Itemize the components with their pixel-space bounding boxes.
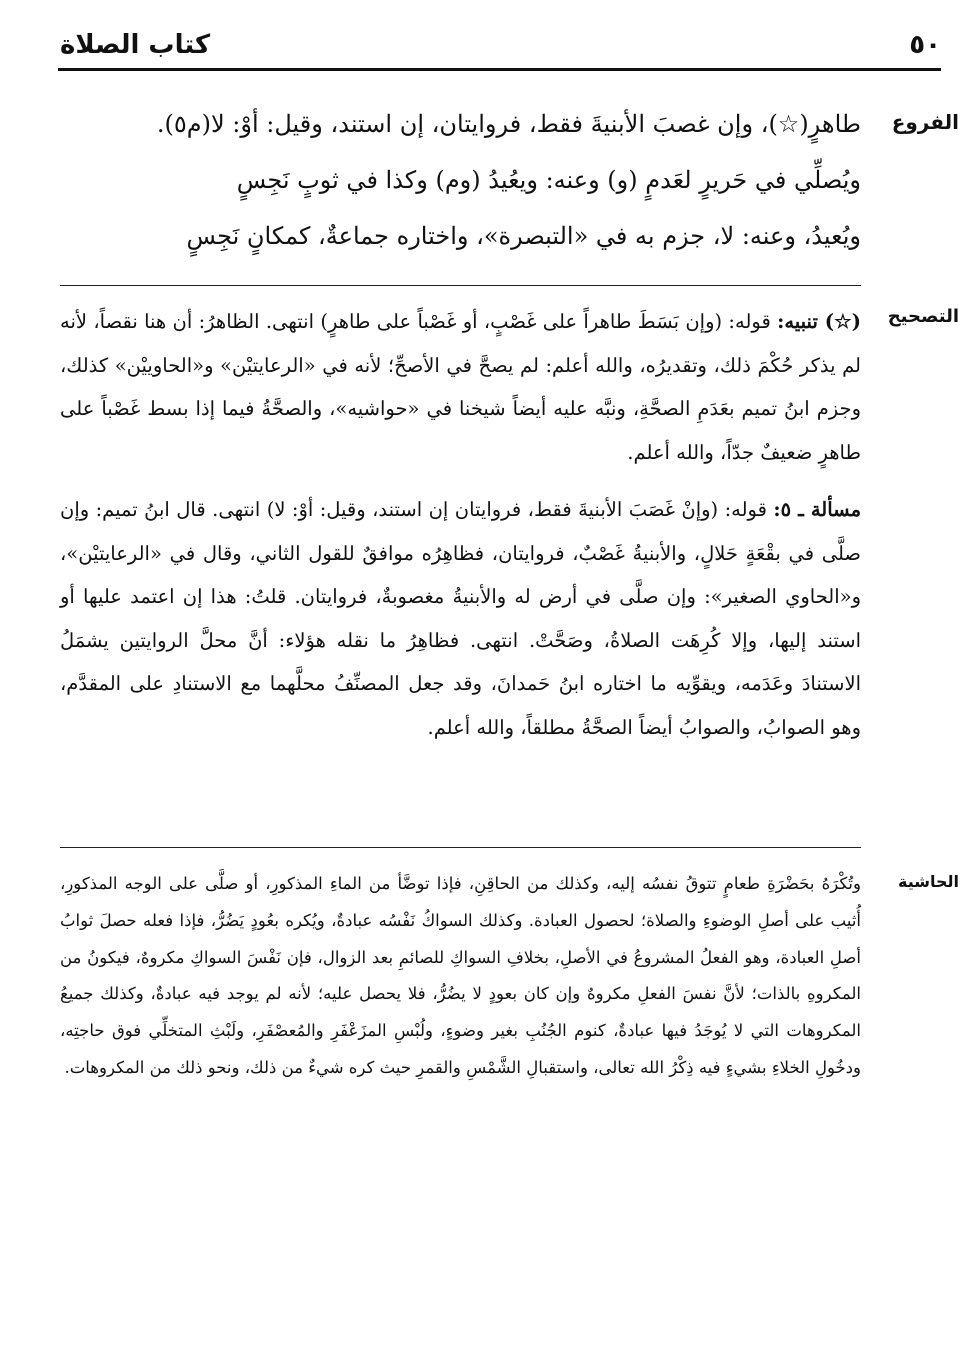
section-label-tashih: التصحيح: [887, 306, 959, 327]
tashih-issue-paragraph: [60, 488, 861, 749]
section-divider: [60, 847, 861, 848]
section-label-hashiya: الحاشية: [898, 872, 959, 891]
note-body: قوله: (وإن بَسَطَ طاهراً على غَصْبٍ، أو غَصْباً على طاهرٍ) انتهى. الظاهرُ: أن هنا نقصاً، لأنه لم يذكر حُكْمَ ذلك، وتقديرُه، والله أعلم: لم يصحَّ في الأصحِّ؛ لأنه في «الرعايتيْن» و«الحاوييْن» كذلك، وجزم ابنُ تميم بعَدَمِ الصحَّةِ، ونبَّه عليه أيضاً شيخنا في «حواشيه»، والصحَّةُ فيما إذا بسط غَصْباً على طاهرٍ ضعيفٌ جدّاً، والله أعلم.: [60, 310, 861, 464]
section-label-furu: الفروع: [891, 110, 959, 134]
hashiya-paragraph: وتُكْرَهُ بحَضْرَةِ طعامٍ تتوقُ نفسُه إليه، وكذلك من الحاقِنِ، فإذا توضَّأ من الماءِ المذكورِ، أو صلَّى على الوجه المذكورِ، أُثيب على أصلِ الوضوءِ والصلاة؛ لحصول العبادة. وكذلك السواكُ نَفْسُه عبادةٌ، ويُكره بعُودٍ يَضُرُّ، فإذا فعله حصلَ ثوابُ أصلِ العبادة، وهو الفعلُ المشروعُ في الأصلِ، بخلافِ السواكِ للصائمِ بعد الزوال، فإن نَفْسَ السواكِ مكروهٌ، فيكونُ من المكروهِ بالذات؛ لأنَّ نفسَ الفعلِ مكروهٌ وإن كان بعودٍ لا يضُرُّ، فلا يحصل عليه؛ لأنه لم يوجد فيه عبادةٌ، وكذلك جميعُ المكروهات التي لا يُوجَدُ فيها عبادةٌ، كنوم الجُنُبِ بغير وضوءٍ، ولُبْسِ المزَعْفَرِ والمُعصْفَرِ، ولَبْثِ المتخلِّي فوق حاجتِه، ودخُولِ الخلاءِ بشيءٍ فيه ذِكْرُ الله تعالى، واستقبالِ الشَّمْسِ والقمرِ حيث كره شيءٌ من ذلك، ونحو ذلك من المكروهات.: [60, 874, 861, 1077]
furu-text: [60, 96, 861, 264]
header-rule: [58, 68, 941, 71]
furu-line: ويُعيدُ، وعنه: لا، جزم به في «التبصرة»، واختاره جماعةٌ، كمكانٍ نَجِسٍ: [186, 222, 861, 250]
hashiya-text: [60, 866, 861, 1087]
page-number: ٥٠: [909, 30, 941, 60]
tashih-text: [60, 300, 861, 749]
tashih-note-paragraph: [60, 300, 861, 474]
chapter-title: كتاب الصلاة: [60, 30, 211, 60]
section-divider: [60, 285, 861, 286]
issue-body: قوله: (وإنْ غَصَبَ الأبنيةَ فقط، فروايتان إن استند، وقيل: أوْ: لا) انتهى. قال ابنُ تميم: وإن صلَّى في بقْعَةٍ حَلالٍ، والأبنيةُ غَصْبٌ، فروايتان، فظاهِرُه موافقٌ للقول الثاني، وقال في «الرعايتيْن»، و«الحاوي الصغير»: وإن صلَّى في أرض له والأبنيةُ مغصوبةٌ، فروايتان. قلتُ: هذا إن اعتمد عليها أو استند إليها، وإلا كُرِهَت الصلاةُ، وصَحَّتْ. انتهى. فظاهِرُ ما نقله هؤلاء: أنَّ محلَّ الروايتين يشمَلُ الاستنادَ وعَدَمه، ويقوِّيه ما اختاره ابنُ حَمدانَ، وقد جعل المصنِّفُ محلَّهما مع الاستنادِ على المقدَّم، وهو الصوابُ، والصوابُ أيضاً الصحَّةُ مطلقاً، والله أعلم.: [60, 498, 861, 739]
issue-lead: مسألة ـ ٥:: [773, 498, 862, 521]
furu-line: ويُصلِّي في حَريرٍ لعَدمٍ (و) وعنه: ويعُيدُ (وم) وكذا في ثوبٍ نَجِسٍ: [236, 166, 861, 194]
note-lead: (☆) تنبيه:: [777, 310, 861, 333]
furu-line: طاهرٍ(☆)، وإن غصبَ الأبنيةَ فقط، فروايتان، إن استند، وقيل: أوْ: لا(م٥).: [156, 110, 861, 138]
page-header: [60, 30, 941, 66]
